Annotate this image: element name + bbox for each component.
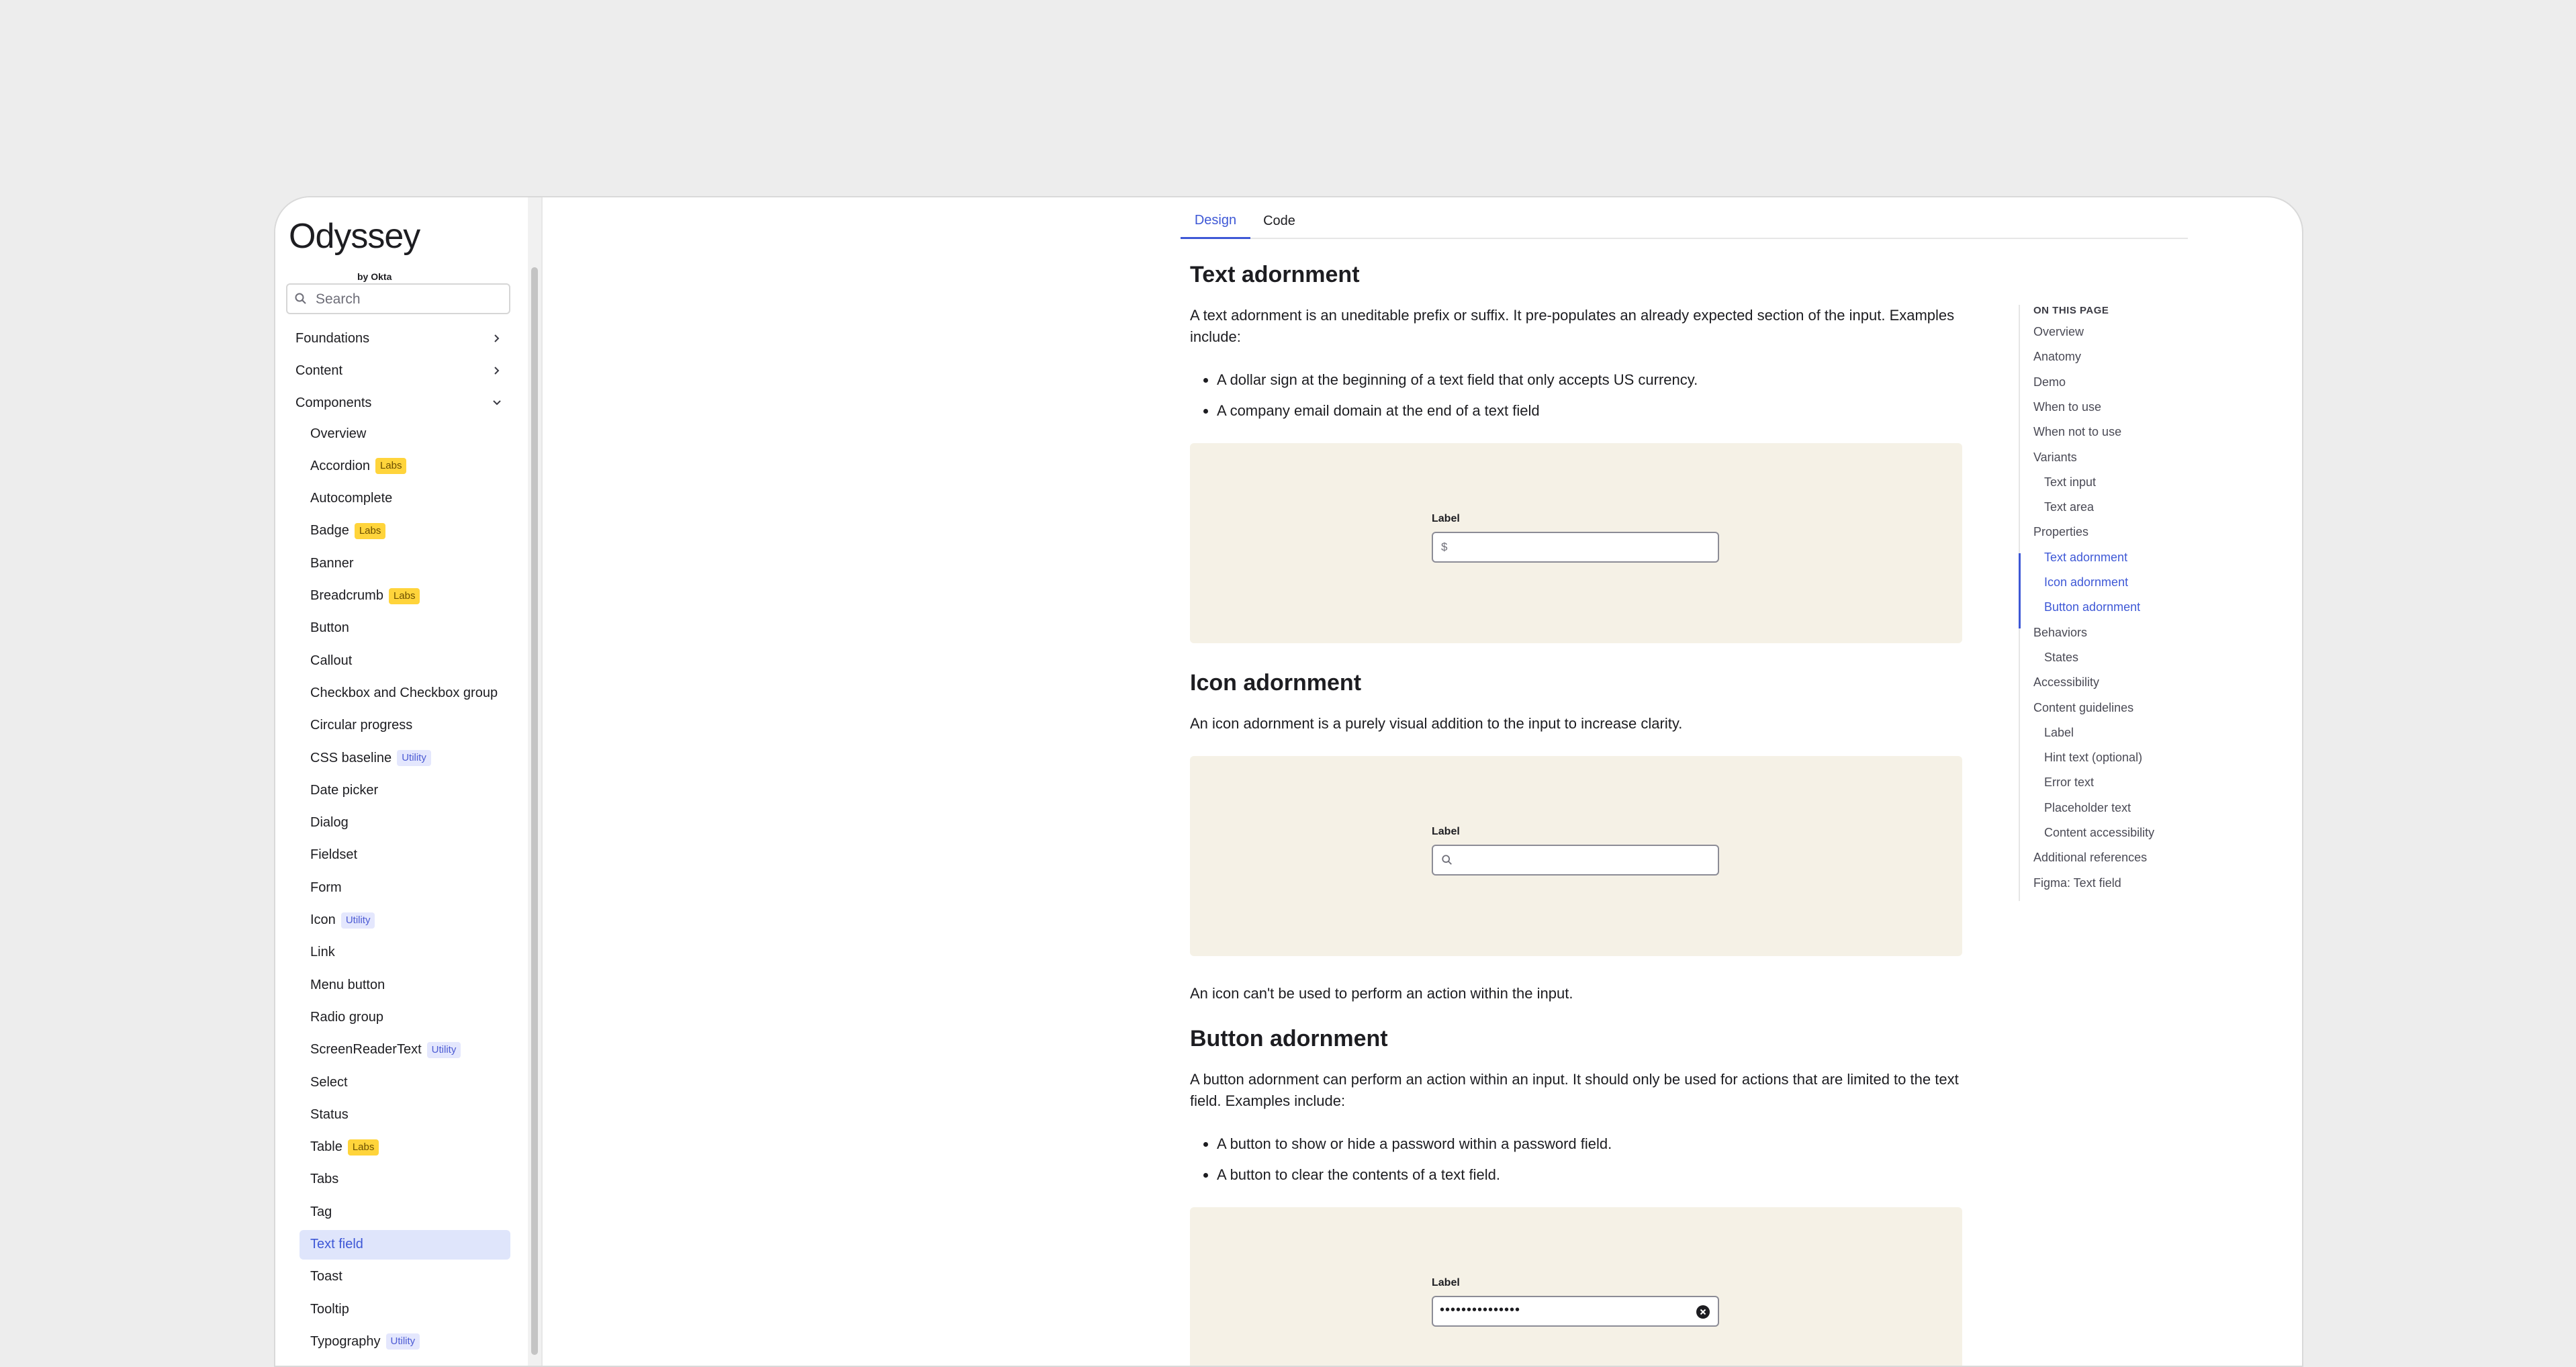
sidebar-item-status[interactable] <box>300 1100 510 1129</box>
sidebar <box>275 197 529 1366</box>
toc-title: ON THIS PAGE <box>2033 305 2109 316</box>
heading-icon-adornment: Icon adornment <box>1190 670 1362 696</box>
sidebar-item-icon[interactable] <box>300 906 510 935</box>
toc-link[interactable]: Variants <box>2033 450 2077 464</box>
toc-link[interactable]: Content guidelines <box>2033 700 2134 714</box>
search-icon <box>1441 854 1453 866</box>
toc-link[interactable]: Button adornment <box>2044 600 2141 614</box>
sidebar-item-label: CSS baseline <box>310 750 392 765</box>
app-window <box>274 196 2303 1367</box>
sidebar-item-badge[interactable] <box>300 516 510 546</box>
sidebar-item-label: Toast <box>310 1269 342 1284</box>
icon-adornment-note: An icon can't be used to perform an action within the input. <box>1190 985 1573 1002</box>
sidebar-item-label: Autocomplete <box>310 491 393 506</box>
tab-design[interactable]: Design <box>1181 204 1250 239</box>
sidebar-item-form[interactable] <box>300 873 510 902</box>
sidebar-section-label: Content <box>295 363 343 378</box>
password-field[interactable] <box>1432 1296 1719 1327</box>
sidebar-item-dialog[interactable] <box>300 808 510 838</box>
sidebar-item-css-baseline[interactable] <box>300 743 510 773</box>
toc-link[interactable]: Icon adornment <box>2044 575 2129 589</box>
sidebar-item-select[interactable] <box>300 1068 510 1097</box>
on-this-page <box>2019 305 2181 901</box>
sidebar-scrollbar[interactable] <box>528 197 543 1366</box>
list-item: • A company email domain at the end of a text field <box>1217 400 1962 422</box>
field-label: Label <box>1432 1277 1460 1288</box>
logo-name: Odyssey <box>289 217 420 256</box>
sidebar-section-foundations[interactable] <box>295 325 510 352</box>
chevron-right-icon <box>490 364 504 377</box>
utility-badge: Utility <box>427 1042 461 1058</box>
text-adornment-intro: A text adornment is an uneditable prefix or suffix. It pre-populates an already expected section of the input. Examples include: <box>1190 307 1955 345</box>
sidebar-item-label: Radio group <box>310 1009 383 1025</box>
utility-badge: Utility <box>397 750 431 766</box>
toc-link[interactable]: States <box>2044 650 2079 664</box>
sidebar-section-label: Components <box>295 395 372 410</box>
search-icon <box>294 292 308 305</box>
labs-badge: Labs <box>375 458 407 474</box>
icon-adornment-demo <box>1190 756 1962 956</box>
sidebar-item-label: Date picker <box>310 782 379 798</box>
sidebar-item-typography[interactable] <box>300 1327 510 1356</box>
sidebar-item-label: Checkbox and Checkbox group <box>310 685 498 700</box>
toc-link[interactable]: Error text <box>2044 775 2095 790</box>
toc-link[interactable]: Behaviors <box>2033 625 2088 639</box>
list-item: • A dollar sign at the beginning of a text field that only accepts US currency. <box>1217 369 1962 391</box>
sidebar-item-label: Menu button <box>310 977 385 992</box>
password-value: ••••••••••••••• <box>1440 1303 1521 1317</box>
tab-code[interactable]: Code <box>1263 213 1295 228</box>
toc-link[interactable]: Anatomy <box>2033 350 2082 364</box>
toc-link[interactable]: Figma: Text field <box>2033 876 2121 890</box>
toc-link[interactable]: Hint text (optional) <box>2044 751 2143 765</box>
sidebar-item-label: Tooltip <box>310 1301 349 1317</box>
sidebar-item-label: Link <box>310 945 335 960</box>
logo-byline: by Okta <box>357 271 392 282</box>
heading-button-adornment: Button adornment <box>1190 1026 1388 1051</box>
utility-badge: Utility <box>341 912 375 929</box>
dollar-prefix: $ <box>1441 540 1448 553</box>
sidebar-section-label: Foundations <box>295 330 370 346</box>
sidebar-item-label: Banner <box>310 555 354 571</box>
scrollbar-thumb[interactable] <box>531 267 538 1355</box>
field-label: Label <box>1432 513 1460 524</box>
sidebar-item-label: Overview <box>310 426 367 441</box>
list-item: • A button to show or hide a password within a password field. <box>1217 1133 1962 1155</box>
sidebar-item-tag[interactable] <box>300 1197 510 1227</box>
sidebar-item-callout[interactable] <box>300 646 510 675</box>
toc-link[interactable]: When not to use <box>2033 425 2122 439</box>
sidebar-item-accordion[interactable] <box>300 451 510 481</box>
sidebar-item-tooltip[interactable] <box>300 1294 510 1324</box>
button-adornment-bullets <box>1190 1133 1962 1195</box>
sidebar-item-checkbox-and-checkbox-group[interactable] <box>300 678 510 708</box>
sidebar-item-label: Table <box>310 1139 342 1155</box>
toc-link[interactable]: Text input <box>2044 475 2097 489</box>
button-adornment-demo <box>1190 1207 1962 1367</box>
clear-icon[interactable] <box>1696 1305 1710 1319</box>
sidebar-item-label: Tabs <box>310 1172 339 1187</box>
text-field-with-icon[interactable] <box>1432 845 1719 876</box>
text-adornment-demo <box>1190 443 1962 643</box>
sidebar-item-text-field[interactable] <box>300 1230 510 1260</box>
sidebar-item-label: Breadcrumb <box>310 588 383 603</box>
toc-link[interactable]: Additional references <box>2033 851 2148 865</box>
utility-badge: Utility <box>386 1333 420 1350</box>
text-adornment-bullets <box>1190 369 1962 431</box>
sidebar-item-autocomplete[interactable] <box>300 484 510 514</box>
sidebar-item-date-picker[interactable] <box>300 775 510 805</box>
sidebar-item-label: Icon <box>310 912 336 927</box>
sidebar-item-link[interactable] <box>300 938 510 968</box>
text-field-with-prefix[interactable] <box>1432 532 1719 563</box>
sidebar-item-label: Button <box>310 620 349 636</box>
sidebar-item-circular-progress[interactable] <box>300 711 510 741</box>
sidebar-item-label: Form <box>310 880 342 895</box>
heading-text-adornment: Text adornment <box>1190 262 1360 287</box>
sidebar-section-components[interactable] <box>295 389 510 416</box>
button-adornment-intro: A button adornment can perform an action within an input. It should only be used for actions that are limited to the text field. Examples include: <box>1190 1071 1959 1109</box>
sidebar-item-table[interactable] <box>300 1133 510 1162</box>
search-box[interactable] <box>286 283 510 314</box>
toc-link[interactable]: Content accessibility <box>2044 826 2155 839</box>
sidebar-item-label: ScreenReaderText <box>310 1042 422 1057</box>
sidebar-item-label: Typography <box>310 1333 381 1349</box>
sidebar-item-label: Text field <box>310 1237 363 1252</box>
toc-active-marker <box>2019 553 2021 628</box>
sidebar-item-menu-button[interactable] <box>300 970 510 1000</box>
sidebar-item-button[interactable] <box>300 614 510 643</box>
sidebar-item-label: Select <box>310 1074 348 1090</box>
toc-link[interactable]: Accessibility <box>2033 675 2100 690</box>
toc-link[interactable]: Label <box>2044 725 2074 739</box>
sidebar-item-label: Badge <box>310 523 349 538</box>
toc-link[interactable]: Placeholder text <box>2044 800 2131 814</box>
main-content <box>543 197 2302 1366</box>
toc-link[interactable]: Overview <box>2033 325 2084 338</box>
labs-badge: Labs <box>348 1139 379 1156</box>
field-label: Label <box>1432 826 1460 837</box>
sidebar-item-banner[interactable] <box>300 549 510 578</box>
sidebar-item-fieldset[interactable] <box>300 841 510 870</box>
search-input[interactable] <box>314 289 505 310</box>
toc-link[interactable]: When to use <box>2033 399 2102 414</box>
toc-link[interactable]: Demo <box>2033 375 2066 389</box>
sidebar-item-radio-group[interactable] <box>300 1002 510 1032</box>
sidebar-item-label: Accordion <box>310 458 370 473</box>
sidebar-item-label: Tag <box>310 1204 332 1219</box>
labs-badge: Labs <box>389 588 420 604</box>
sidebar-item-label: Status <box>310 1106 349 1122</box>
chevron-right-icon <box>490 332 504 345</box>
chevron-down-icon <box>490 396 504 410</box>
icon-adornment-intro: An icon adornment is a purely visual addition to the input to increase clarity. <box>1190 715 1683 732</box>
sidebar-item-toast[interactable] <box>300 1262 510 1292</box>
sidebar-item-tabs[interactable] <box>300 1165 510 1194</box>
sidebar-section-content[interactable] <box>295 357 510 384</box>
sidebar-item-breadcrumb[interactable] <box>300 581 510 611</box>
sidebar-item-screenreadertext[interactable] <box>300 1035 510 1065</box>
labs-badge: Labs <box>355 523 386 539</box>
sidebar-item-label: Callout <box>310 653 353 668</box>
list-item: • A button to clear the contents of a text field. <box>1217 1164 1962 1186</box>
sidebar-item-label: Fieldset <box>310 847 358 863</box>
odyssey-logo[interactable] <box>289 217 420 282</box>
sidebar-item-label: Dialog <box>310 815 349 831</box>
sidebar-item-overview[interactable] <box>300 419 510 449</box>
toc-link[interactable]: Properties <box>2033 525 2089 539</box>
sidebar-item-label: Circular progress <box>310 718 413 733</box>
toc-link[interactable]: Text adornment <box>2044 550 2128 564</box>
page-tabs <box>1181 197 2188 239</box>
toc-link[interactable]: Text area <box>2044 500 2095 514</box>
